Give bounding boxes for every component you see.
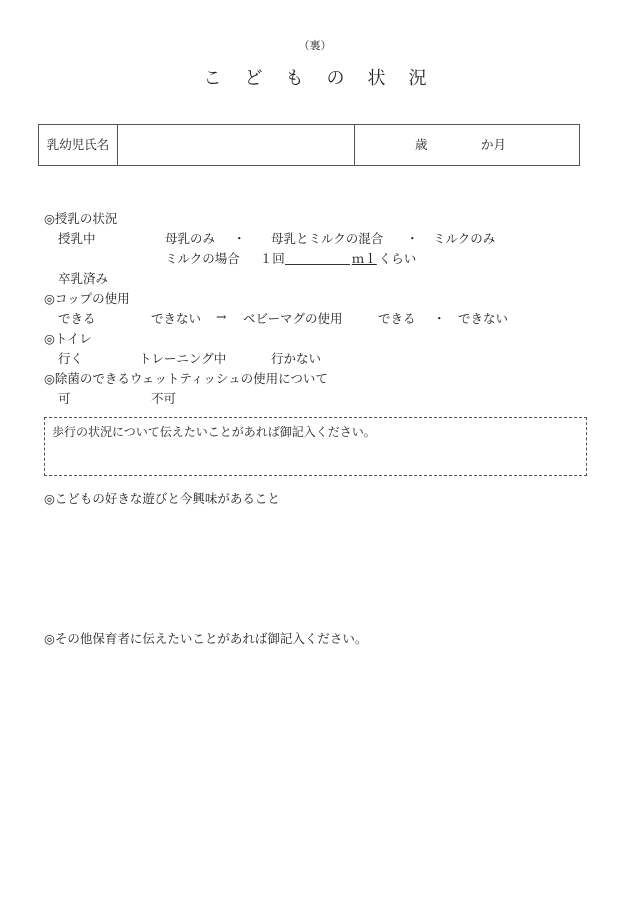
milk-amount-blank[interactable] — [285, 250, 350, 265]
child-name-label: 乳幼児氏名 — [39, 125, 118, 165]
child-name-table — [38, 124, 580, 166]
age-months-label: か月 — [481, 137, 507, 152]
milk-amount-row — [165, 249, 416, 267]
other-notes-heading: ◎その他保育者に伝えたいことがあれば御記入ください。 — [44, 631, 368, 646]
page-side-label: （裏） — [298, 39, 332, 52]
walking-notes-box[interactable] — [44, 417, 587, 476]
feeding-option-milk-only[interactable]: ミルクのみ — [433, 231, 496, 246]
wet-tissue-heading: ◎除菌のできるウェットティッシュの使用について — [44, 371, 328, 386]
cup-heading: ◎コップの使用 — [44, 291, 130, 306]
per-time-label: １回 — [259, 251, 285, 266]
wet-tissue-option-not-ok[interactable]: 不可 — [151, 391, 177, 406]
toilet-option-not-go[interactable]: 行かない — [271, 351, 322, 366]
age-field[interactable] — [355, 125, 580, 165]
toilet-option-training[interactable]: トレーニング中 — [139, 351, 227, 366]
feeding-option-breast-only[interactable]: 母乳のみ — [165, 231, 216, 246]
mug-separator: ・ — [433, 311, 446, 326]
feeding-nursing-label: 授乳中 — [58, 231, 96, 246]
feeding-heading: ◎授乳の状況 — [44, 211, 118, 226]
favorite-play-heading: ◎こどもの好きな遊びと今興味があること — [44, 491, 280, 506]
cup-option-can[interactable]: できる — [58, 311, 96, 326]
wet-tissue-option-ok[interactable]: 可 — [58, 391, 71, 406]
feeding-option-mixed[interactable]: 母乳とミルクの混合 — [271, 231, 384, 246]
mug-option-can[interactable]: できる — [378, 311, 416, 326]
walking-notes-prompt: 歩行の状況について伝えたいことがあれば御記入ください。 — [52, 425, 376, 439]
arrow-right-icon: → — [216, 309, 227, 324]
child-name-field[interactable] — [118, 125, 355, 165]
about-label: くらい — [378, 251, 417, 266]
ml-unit-label: ｍｌ — [351, 251, 377, 266]
toilet-option-go[interactable]: 行く — [58, 351, 84, 366]
feeding-separator: ・ — [233, 231, 246, 246]
milk-case-label: ミルクの場合 — [165, 251, 240, 266]
toilet-heading: ◎トイレ — [44, 331, 92, 346]
cup-option-cannot[interactable]: できない — [151, 311, 202, 326]
other-notes-field[interactable] — [44, 650, 587, 850]
feeding-separator: ・ — [406, 231, 419, 246]
baby-mug-label: ベビーマグの使用 — [243, 311, 343, 326]
age-years-label: 歳 — [415, 137, 428, 152]
page-title: こどもの状況 — [203, 68, 450, 89]
mug-option-cannot[interactable]: できない — [458, 311, 509, 326]
favorite-play-field[interactable] — [44, 510, 587, 620]
feeding-weaned-label[interactable]: 卒乳済み — [58, 271, 109, 286]
